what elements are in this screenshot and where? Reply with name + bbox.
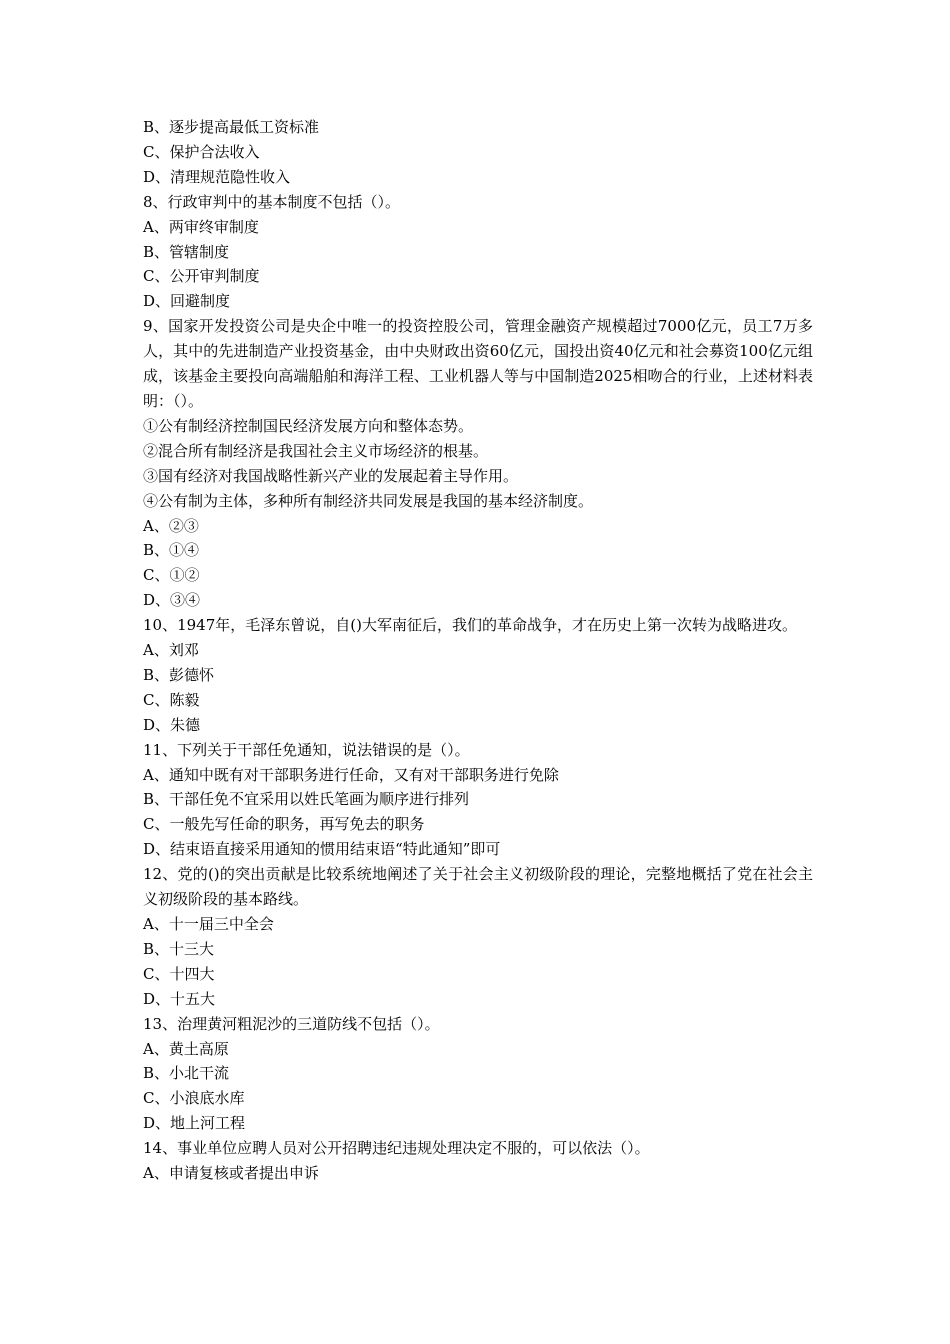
option-d: D、清理规范隐性收入: [143, 167, 291, 186]
question-stem: 9、国家开发投资公司是央企中唯一的投资控股公司，管理金融资产规模超过7000亿元，员工7万多人，其中的先进制造产业投资基金，由中央财政出资60亿元，国投出资40亿元和社会募资100亿元组成，该基金主要投向高端船舶和海洋工程、工业机器人等与中国制造2025相吻合的行业，上述材料表明：（）。: [143, 317, 813, 410]
option-d: D、③④: [143, 591, 201, 610]
option-c: C、保护合法收入: [143, 142, 260, 161]
option-b: B、干部任免不宜采用以姓氏笔画为顺序进行排列: [143, 790, 470, 809]
question-stem: 11、下列关于干部任免通知，说法错误的是（）。: [143, 740, 470, 759]
option-d: D、回避制度: [143, 292, 231, 311]
question-8: [143, 190, 813, 315]
option-b: B、小北干流: [143, 1064, 230, 1083]
option-a: A、申请复核或者提出申诉: [143, 1164, 319, 1183]
option-b: B、彭德怀: [143, 665, 215, 684]
option-c: C、十四大: [143, 964, 215, 983]
option-a: A、两审终审制度: [143, 217, 259, 236]
question-9: [143, 314, 813, 613]
option-b: B、管辖制度: [143, 242, 230, 261]
leading-options: [143, 115, 813, 190]
option-c: C、①②: [143, 566, 200, 585]
option-d: D、结束语直接采用通知的惯用结束语“特此通知”即可: [143, 840, 501, 859]
option-b: B、①④: [143, 541, 200, 560]
question-stem: 13、治理黄河粗泥沙的三道防线不包括（）。: [143, 1014, 440, 1033]
question-stem: 10、1947年，毛泽东曾说，自()大军南征后，我们的革命战争，才在历史上第一次转为战略进攻。: [143, 616, 797, 635]
option-b: B、十三大: [143, 939, 215, 958]
question-10: [143, 613, 813, 738]
option-a: A、刘邓: [143, 641, 199, 660]
statement-1: ①公有制经济控制国民经济发展方向和整体态势。: [143, 416, 474, 435]
option-d: D、十五大: [143, 989, 216, 1008]
question-stem: 12、党的()的突出贡献是比较系统地阐述了关于社会主义初级阶段的理论，完整地概括了党在社会主义初级阶段的基本路线。: [143, 865, 813, 909]
option-a: A、十一届三中全会: [143, 915, 274, 933]
option-c: C、小浪底水库: [143, 1089, 245, 1108]
option-c: C、陈毅: [143, 690, 200, 709]
question-12: [143, 862, 813, 1011]
option-c: C、公开审判制度: [143, 267, 260, 286]
document-page: [143, 115, 813, 1186]
option-a: A、通知中既有对干部职务进行任命，又有对干部职务进行免除: [143, 765, 559, 784]
option-b: B、逐步提高最低工资标准: [143, 118, 320, 136]
question-13: [143, 1012, 813, 1137]
option-a: A、②③: [143, 516, 199, 535]
option-d: D、地上河工程: [143, 1114, 246, 1133]
question-11: [143, 738, 813, 863]
option-a: A、黄土高原: [143, 1039, 229, 1058]
option-c: C、一般先写任命的职务，再写免去的职务: [143, 815, 425, 834]
question-stem: 8、行政审判中的基本制度不包括（）。: [143, 192, 401, 211]
statement-4: ④公有制为主体，多种所有制经济共同发展是我国的基本经济制度。: [143, 491, 594, 510]
question-stem: 14、事业单位应聘人员对公开招聘违纪违规处理决定不服的，可以依法（）。: [143, 1139, 650, 1158]
question-14: [143, 1136, 813, 1186]
statement-2: ②混合所有制经济是我国社会主义市场经济的根基。: [143, 441, 489, 460]
option-d: D、朱德: [143, 715, 201, 734]
statement-3: ③国有经济对我国战略性新兴产业的发展起着主导作用。: [143, 466, 519, 485]
